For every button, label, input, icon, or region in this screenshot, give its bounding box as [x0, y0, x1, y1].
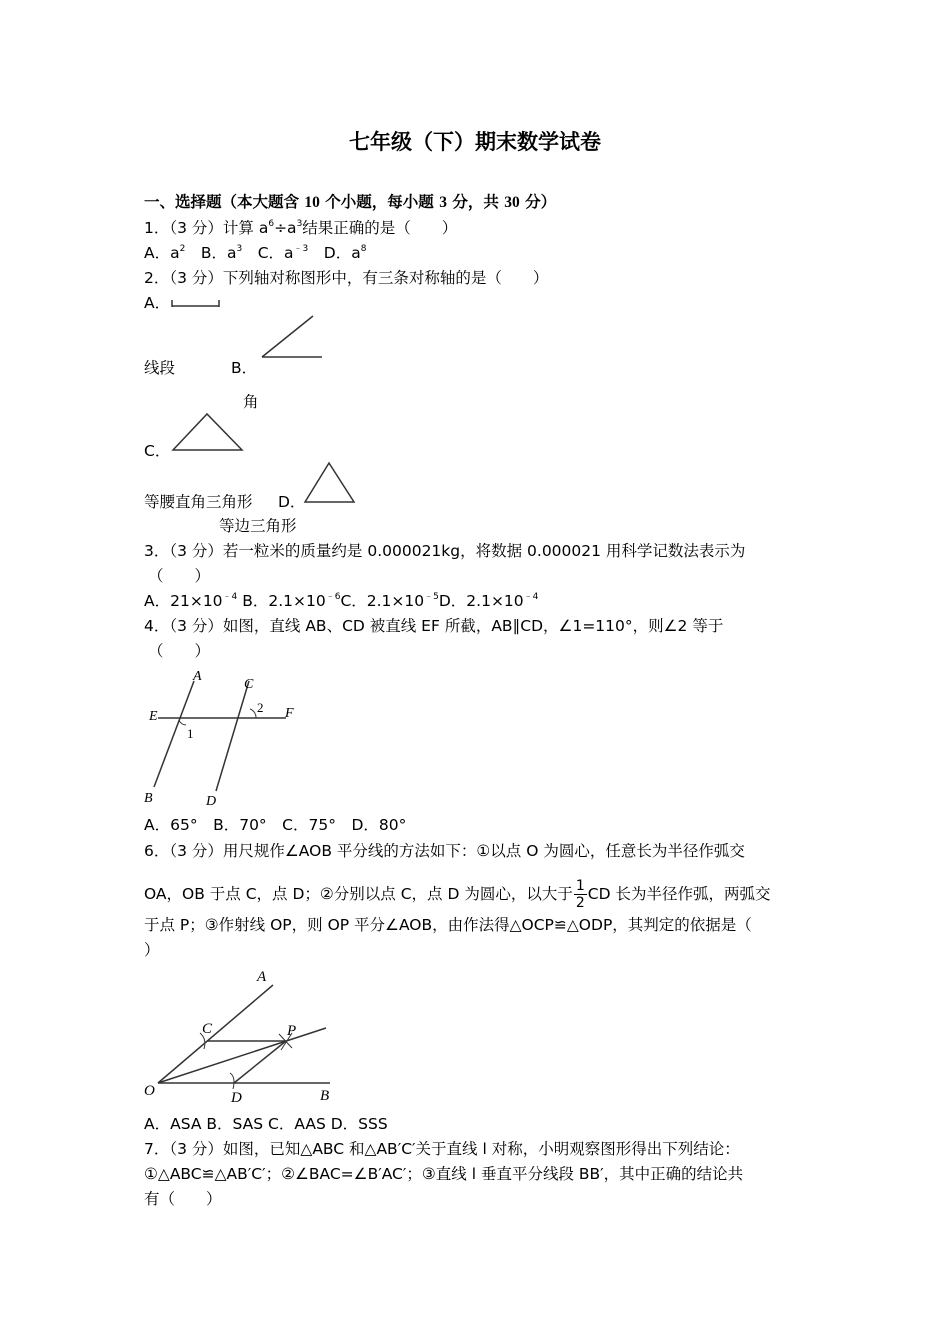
one-half-fraction: $\frac{1}{2}$: [575, 878, 585, 911]
q2-option-d-caption: 等边三角形: [219, 517, 297, 535]
q4-stem-line2: （ ）: [148, 642, 211, 660]
q6-line2: OA，OB 于点 C，点 D；②分别以点 C，点 D 为圆心，以大于 $\frac{1}{2}$ CD 长为半径作弧，两弧交: [144, 878, 771, 911]
q6-label-d: D: [231, 1090, 242, 1106]
equilateral-triangle-figure: [302, 460, 358, 506]
q4-label-c: C: [244, 677, 254, 692]
q6-line1: 6．（3 分）用尺规作∠AOB 平分线的方法如下：①以点 O 为圆心，任意长为半径作弧交: [144, 842, 745, 860]
q1-options: A．$a^2$ B．$a^3$ C．$a^{﹣3}$ D．$a^8$: [144, 244, 367, 262]
q6-label-c: C: [202, 1021, 213, 1037]
q6-line4: ）: [144, 941, 160, 959]
q4-options: A．65° B．70° C．75° D．80°: [144, 816, 407, 834]
q2-option-b-label: B．: [231, 359, 258, 377]
q1-stem: 1．（3 分）计算 $a^6\div a^3$结果正确的是（ ）: [144, 219, 458, 237]
q7-line1: 7．（3 分）如图，已知△ABC 和△AB′C′关于直线 l 对称，小明观察图形得出下列结论：: [144, 1140, 740, 1158]
q6-label-a: A: [257, 969, 267, 985]
q2-option-c-label: C．: [144, 442, 171, 460]
q3-stem-line1: 3．（3 分）若一粒米的质量约是 0.000021kg，将数据 0.000021 用科学记数法表示为: [144, 542, 746, 560]
line-segment-figure: [170, 298, 222, 310]
q3-stem-line2: （ ）: [148, 567, 211, 585]
q4-label-b: B: [144, 791, 153, 806]
page-title: 七年级（下）期末数学试卷: [349, 130, 601, 154]
q2-option-d-label: D．: [278, 493, 306, 511]
q6-line3: 于点 P；③作射线 OP，则 OP 平分∠AOB，由作法得△OCP≌△ODP，其判定的依据是（: [144, 916, 752, 934]
q2-option-a-label: A．: [144, 294, 171, 312]
q2-option-b-caption: 角: [243, 393, 259, 411]
q2-option-c-caption: 等腰直角三角形: [144, 493, 253, 511]
q6-label-p: P: [287, 1023, 297, 1039]
q4-label-e: E: [149, 709, 158, 724]
q4-label-a: A: [193, 669, 202, 684]
q4-stem-line1: 4．（3 分）如图，直线 AB、CD 被直线 EF 所截，AB∥CD，∠1=110°，则∠2 等于: [144, 617, 724, 635]
section-heading: 一、选择题（本大题含 10 个小题，每小题 3 分，共 30 分）: [144, 193, 557, 211]
isosceles-right-triangle-figure: [170, 410, 246, 454]
q4-label-angle1: 1: [187, 726, 194, 741]
q7-line3: 有（ ）: [144, 1190, 222, 1208]
q7-line2: ①△ABC≌△AB′C′；②∠BAC=∠B′AC′；③直线 l 垂直平分线段 BB′，其中正确的结论共: [144, 1165, 744, 1183]
angle-bisector-figure: [140, 965, 340, 1105]
q6-label-o: O: [144, 1083, 155, 1099]
q4-label-d: D: [206, 794, 217, 809]
parallel-lines-figure: [140, 665, 310, 811]
angle-figure: [258, 312, 326, 362]
q2-stem: 2．（3 分）下列轴对称图形中，有三条对称轴的是（ ）: [144, 269, 549, 287]
q6-label-b: B: [320, 1088, 330, 1104]
q4-label-f: F: [285, 706, 294, 721]
q2-option-a-caption: 线段: [144, 359, 176, 377]
q3-options: A．$21\times 10^{﹣4}$ B．$2.1\times 10^{﹣6}C$．$2.1\times 10^{﹣5}D$．$2.1\times 10^{﹣4}$: [144, 592, 539, 610]
q4-label-angle2: 2: [257, 700, 264, 715]
q6-options: A．ASA B．SAS C．AAS D．SSS: [144, 1115, 388, 1133]
